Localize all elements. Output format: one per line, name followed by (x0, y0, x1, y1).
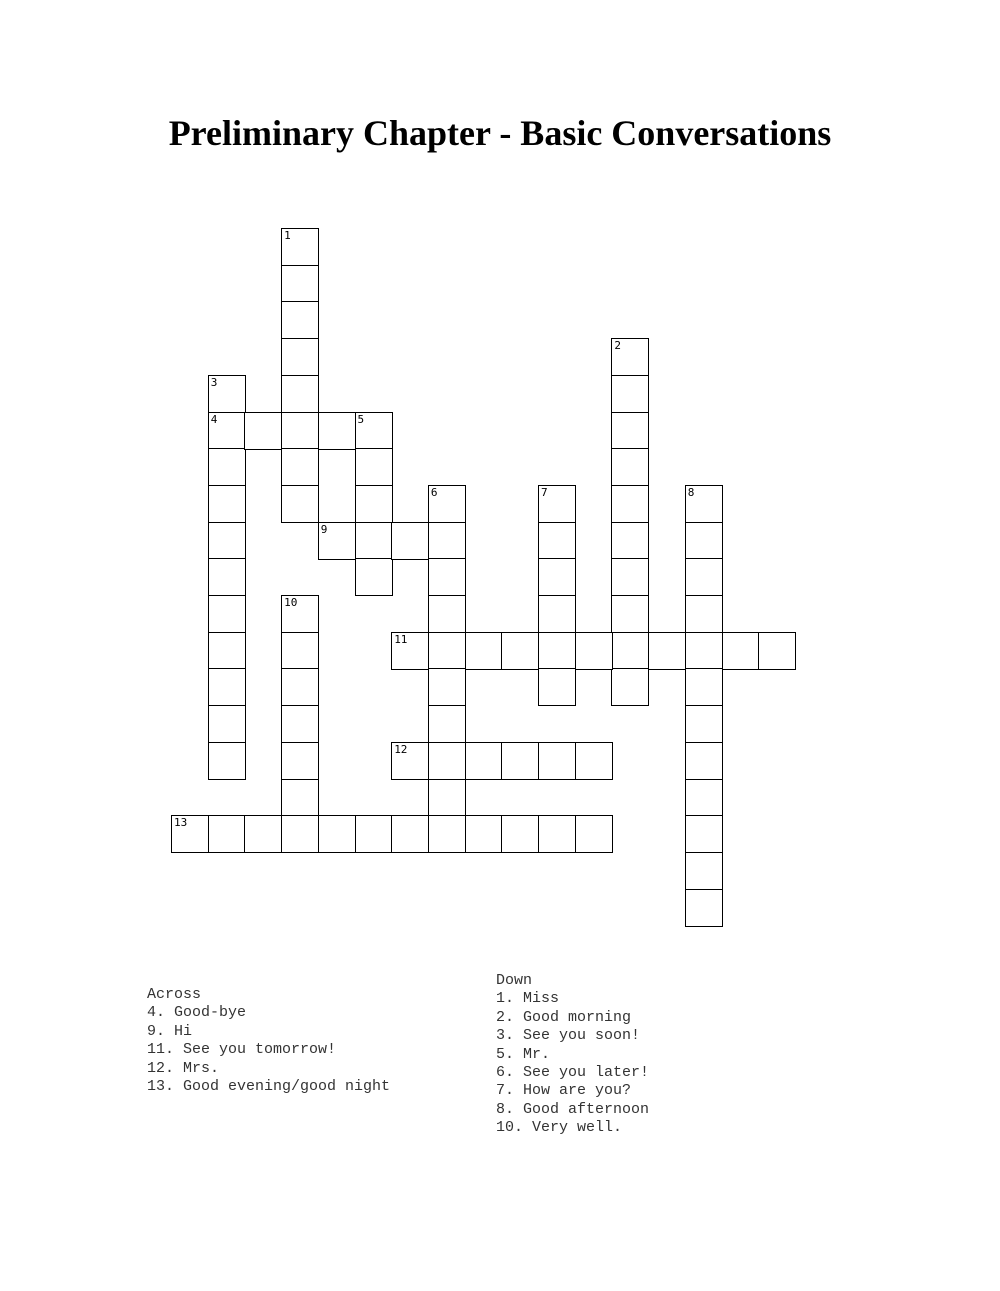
down-clue: 10. Very well. (496, 1119, 623, 1137)
crossword-cell[interactable] (318, 815, 356, 853)
crossword-cell[interactable] (428, 595, 466, 633)
crossword-cell[interactable] (428, 632, 466, 670)
crossword-cell[interactable] (648, 632, 686, 670)
down-clue: 3. See you soon! (496, 1027, 641, 1045)
crossword-cell[interactable] (208, 595, 246, 633)
crossword-cell[interactable] (428, 485, 466, 523)
clue-number: 9 (320, 522, 328, 536)
crossword-cell[interactable] (208, 632, 246, 670)
crossword-cell[interactable] (208, 522, 246, 560)
crossword-cell[interactable] (501, 632, 539, 670)
crossword-cell[interactable] (244, 815, 282, 853)
crossword-cell[interactable] (538, 522, 576, 560)
crossword-cell[interactable] (685, 632, 723, 670)
crossword-cell[interactable] (208, 375, 246, 413)
crossword-cell[interactable] (611, 338, 649, 376)
clue-number: 8 (687, 485, 695, 499)
down-clue: 8. Good afternoon (496, 1100, 650, 1118)
crossword-cell[interactable] (355, 558, 393, 596)
down-clue: 7. How are you? (496, 1082, 632, 1100)
crossword-cell[interactable] (355, 412, 393, 450)
crossword-cell[interactable] (758, 632, 796, 670)
crossword-cell[interactable] (685, 668, 723, 706)
crossword-cell[interactable] (465, 742, 503, 780)
crossword-cell[interactable] (428, 705, 466, 743)
crossword-cell[interactable] (281, 632, 319, 670)
crossword-cell[interactable] (685, 705, 723, 743)
crossword-cell[interactable] (281, 668, 319, 706)
crossword-cell[interactable] (538, 595, 576, 633)
crossword-cell[interactable] (611, 668, 649, 706)
crossword-cell[interactable] (281, 815, 319, 853)
crossword-cell[interactable] (281, 595, 319, 633)
across-clue: 11. See you tomorrow! (147, 1041, 337, 1059)
crossword-cell[interactable] (281, 228, 319, 266)
clue-number: 10 (284, 596, 298, 609)
crossword-cell[interactable] (685, 779, 723, 817)
crossword-cell[interactable] (208, 448, 246, 486)
crossword-cell[interactable] (685, 522, 723, 560)
across-clues (147, 986, 390, 1096)
crossword-cell[interactable] (391, 815, 429, 853)
crossword-cell[interactable] (281, 412, 319, 450)
crossword-cell[interactable] (465, 815, 503, 853)
crossword-cell[interactable] (318, 412, 356, 450)
crossword-cell[interactable] (281, 779, 319, 817)
crossword-cell[interactable] (208, 668, 246, 706)
crossword-cell[interactable] (538, 485, 576, 523)
crossword-cell[interactable] (501, 742, 539, 780)
crossword-cell[interactable] (685, 485, 723, 523)
crossword-cell[interactable] (208, 558, 246, 596)
down-clue: 5. Mr. (496, 1045, 551, 1063)
crossword-cell[interactable] (575, 815, 613, 853)
crossword-cell[interactable] (428, 815, 466, 853)
clue-number: 6 (430, 485, 438, 499)
crossword-cell[interactable] (281, 265, 319, 303)
across-clue: 9. Hi (147, 1022, 193, 1040)
crossword-cell[interactable] (685, 852, 723, 890)
crossword-cell[interactable] (611, 558, 649, 596)
crossword-cell[interactable] (355, 815, 393, 853)
crossword-cell[interactable] (428, 522, 466, 560)
down-clue: 1. Miss (496, 990, 560, 1008)
clue-number: 3 (210, 375, 218, 389)
crossword-cell[interactable] (281, 301, 319, 339)
crossword-cell[interactable] (281, 485, 319, 523)
crossword-cell[interactable] (538, 815, 576, 853)
crossword-cell[interactable] (611, 375, 649, 413)
crossword-cell[interactable] (685, 595, 723, 633)
crossword-cell[interactable] (171, 815, 209, 853)
crossword-cell[interactable] (244, 412, 282, 450)
crossword-cell[interactable] (391, 522, 429, 560)
crossword-cell[interactable] (611, 485, 649, 523)
clue-number: 1 (284, 229, 291, 242)
crossword-cell[interactable] (538, 742, 576, 780)
crossword-cell[interactable] (318, 522, 356, 560)
across-heading: Across (147, 986, 202, 1003)
crossword-cell[interactable] (538, 632, 576, 670)
crossword-cell[interactable] (722, 632, 760, 670)
crossword-cell[interactable] (428, 779, 466, 817)
crossword-cell[interactable] (281, 375, 319, 413)
clue-number: 2 (614, 339, 622, 353)
crossword-cell[interactable] (355, 522, 393, 560)
across-clue: 13. Good evening/good night (147, 1078, 391, 1096)
crossword-cell[interactable] (538, 668, 576, 706)
crossword-cell[interactable] (685, 889, 723, 927)
crossword-cell[interactable] (281, 705, 319, 743)
page-title: Preliminary Chapter - Basic Conversations (168, 113, 832, 153)
down-clue: 6. See you later! (496, 1064, 650, 1082)
crossword-cell[interactable] (575, 742, 613, 780)
crossword-cell[interactable] (355, 448, 393, 486)
clue-number: 12 (394, 742, 408, 756)
crossword-cell[interactable] (611, 522, 649, 560)
crossword-cell[interactable] (685, 815, 723, 853)
crossword-cell[interactable] (355, 485, 393, 523)
down-clue: 2. Good morning (496, 1008, 632, 1026)
across-clue: 4. Good-bye (147, 1004, 247, 1022)
clue-number: 4 (210, 412, 218, 426)
crossword-cell[interactable] (391, 742, 429, 780)
crossword-cell[interactable] (208, 742, 246, 780)
clue-number: 5 (357, 412, 365, 426)
crossword-cell[interactable] (465, 632, 503, 670)
crossword-cell[interactable] (208, 485, 246, 523)
crossword-cell[interactable] (428, 668, 466, 706)
down-heading: Down (496, 972, 533, 989)
crossword-cell[interactable] (391, 632, 429, 670)
crossword-cell[interactable] (538, 558, 576, 596)
crossword-cell[interactable] (611, 412, 649, 450)
clue-number: 7 (541, 485, 548, 499)
crossword-cell[interactable] (281, 448, 319, 486)
crossword-cell[interactable] (428, 558, 466, 596)
crossword-cell[interactable] (208, 412, 246, 450)
clue-number: 11 (394, 632, 408, 646)
crossword-cell[interactable] (428, 742, 466, 780)
clue-number: 13 (174, 816, 188, 830)
crossword-cell[interactable] (501, 815, 539, 853)
crossword-cell[interactable] (611, 595, 649, 633)
down-clues (496, 972, 649, 1138)
crossword-cell[interactable] (281, 338, 319, 376)
crossword-cell[interactable] (575, 632, 613, 670)
crossword-cell[interactable] (685, 558, 723, 596)
crossword-cell[interactable] (208, 705, 246, 743)
crossword-cell[interactable] (611, 632, 649, 670)
crossword-cell[interactable] (611, 448, 649, 486)
crossword-cell[interactable] (208, 815, 246, 853)
crossword-cell[interactable] (281, 742, 319, 780)
crossword-cell[interactable] (685, 742, 723, 780)
across-clue: 12. Mrs. (147, 1059, 220, 1077)
